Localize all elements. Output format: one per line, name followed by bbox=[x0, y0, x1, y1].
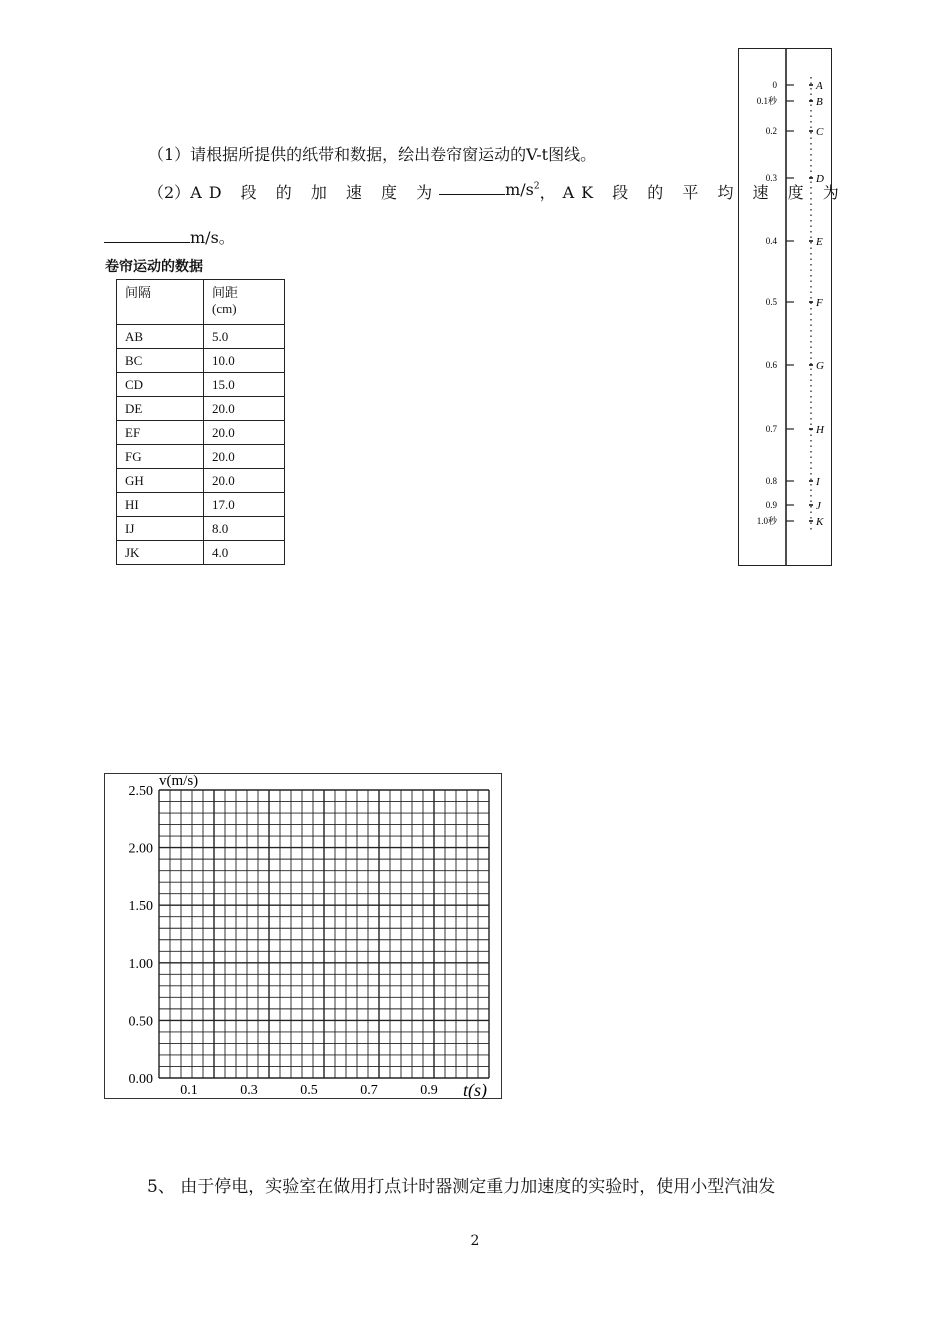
question-part-2-cont bbox=[104, 225, 235, 248]
x-tick-label: 0.5 bbox=[300, 1083, 318, 1098]
tape-time-label: 0.7 bbox=[765, 424, 777, 434]
x-tick-label: 0.7 bbox=[360, 1083, 378, 1098]
distance-cell: 20.0 bbox=[204, 421, 285, 445]
tape-time-label: 0.6 bbox=[765, 360, 777, 370]
interval-cell: HI bbox=[117, 493, 204, 517]
x-tick-label: 0.3 bbox=[240, 1083, 258, 1098]
y-tick-label: 1.50 bbox=[128, 899, 153, 915]
x-tick-label: 0.9 bbox=[420, 1083, 438, 1098]
distance-cell: 17.0 bbox=[204, 493, 285, 517]
tape-point-letter: C bbox=[816, 126, 824, 138]
distance-cell: 4.0 bbox=[204, 541, 285, 565]
distance-cell: 20.0 bbox=[204, 397, 285, 421]
tape-point-letter: K bbox=[816, 516, 824, 528]
interval-cell: EF bbox=[117, 421, 204, 445]
tape-point-letter: E bbox=[816, 236, 823, 248]
y-tick-label: 2.00 bbox=[128, 841, 153, 857]
table-row bbox=[117, 445, 285, 469]
header-interval: 间隔 bbox=[117, 280, 204, 325]
page-number: 2 bbox=[470, 1233, 480, 1249]
question-part-2 bbox=[148, 180, 846, 203]
tape-time-label: 0.1秒 bbox=[756, 96, 777, 106]
tape-point-letter: G bbox=[816, 360, 824, 372]
accel-unit: m/s bbox=[505, 180, 534, 199]
y-tick-label: 1.00 bbox=[128, 956, 153, 972]
distance-cell: 8.0 bbox=[204, 517, 285, 541]
tape-point-letter: A bbox=[816, 80, 823, 92]
distance-cell: 20.0 bbox=[204, 469, 285, 493]
distance-cell: 10.0 bbox=[204, 349, 285, 373]
table-row bbox=[117, 373, 285, 397]
y-tick-label: 2.50 bbox=[128, 784, 153, 799]
avg-speed-blank[interactable] bbox=[104, 228, 190, 243]
table-row bbox=[117, 469, 285, 493]
y-tick-label: 0.50 bbox=[128, 1014, 153, 1030]
table-row bbox=[117, 397, 285, 421]
paper-tape-svg bbox=[739, 49, 831, 565]
tape-point-letter: F bbox=[816, 297, 823, 309]
tape-point-letter: H bbox=[816, 424, 824, 436]
avg-speed-unit: m/s。 bbox=[190, 228, 235, 247]
tape-time-label: 0.8 bbox=[765, 476, 777, 486]
interval-cell: AB bbox=[117, 325, 204, 349]
accel-blank[interactable] bbox=[439, 180, 505, 195]
accel-unit-exponent: 2 bbox=[533, 181, 540, 192]
interval-cell: GH bbox=[117, 469, 204, 493]
interval-cell: JK bbox=[117, 541, 204, 565]
part-2-label: （2） bbox=[148, 183, 191, 202]
x-tick-label: 0.1 bbox=[180, 1083, 198, 1098]
tape-time-label: 0.4 bbox=[765, 236, 777, 246]
tape-time-label: 0.5 bbox=[765, 297, 777, 307]
distance-cell: 20.0 bbox=[204, 445, 285, 469]
next-question: 5、 由于停电，实验室在做用打点计时器测定重力加速度的实验时，使用小型汽油发 bbox=[147, 1177, 776, 1197]
tape-time-label: 1.0秒 bbox=[756, 516, 777, 526]
vt-graph bbox=[104, 773, 502, 1099]
interval-cell: DE bbox=[117, 397, 204, 421]
tape-time-label: 0 bbox=[772, 80, 777, 90]
distance-cell: 15.0 bbox=[204, 373, 285, 397]
y-axis-label: v(m/s) bbox=[159, 774, 199, 789]
header-distance-unit: (cm) bbox=[212, 301, 237, 316]
tape-time-label: 0.3 bbox=[765, 173, 777, 183]
interval-cell: CD bbox=[117, 373, 204, 397]
table-title: 卷帘运动的数据 bbox=[105, 259, 203, 275]
part-2-ad-text: AD 段 的 加 速 度 为 bbox=[190, 183, 440, 202]
question-part-1: （1）请根据所提供的纸带和数据，绘出卷帘窗运动的V-t图线。 bbox=[148, 145, 597, 164]
distance-cell: 5.0 bbox=[204, 325, 285, 349]
y-tick-label: 0.00 bbox=[128, 1072, 153, 1087]
table-row bbox=[117, 349, 285, 373]
tape-point-letter: D bbox=[816, 173, 824, 185]
accel-answer bbox=[439, 180, 540, 203]
interval-cell: BC bbox=[117, 349, 204, 373]
interval-cell: IJ bbox=[117, 517, 204, 541]
tape-point-letter: I bbox=[816, 476, 820, 488]
tape-point-letter: J bbox=[816, 500, 821, 512]
table-row bbox=[117, 421, 285, 445]
table-row bbox=[117, 541, 285, 565]
table-row bbox=[117, 517, 285, 541]
table-row bbox=[117, 493, 285, 517]
table-row bbox=[117, 325, 285, 349]
header-distance-label: 间距 bbox=[212, 285, 239, 300]
tape-time-label: 0.2 bbox=[765, 126, 777, 136]
paper-tape-diagram bbox=[738, 48, 832, 566]
x-axis-label: t(s) bbox=[463, 1080, 487, 1098]
part-2-ak-text: ，AK 段 的 平 均 速 度 为 bbox=[539, 183, 846, 202]
header-distance bbox=[204, 280, 285, 325]
vt-graph-svg bbox=[105, 774, 501, 1098]
tape-time-label: 0.9 bbox=[765, 500, 777, 510]
interval-cell: FG bbox=[117, 445, 204, 469]
tape-point-letter: B bbox=[816, 96, 823, 108]
table-header-row bbox=[117, 280, 285, 325]
data-table bbox=[116, 279, 285, 565]
